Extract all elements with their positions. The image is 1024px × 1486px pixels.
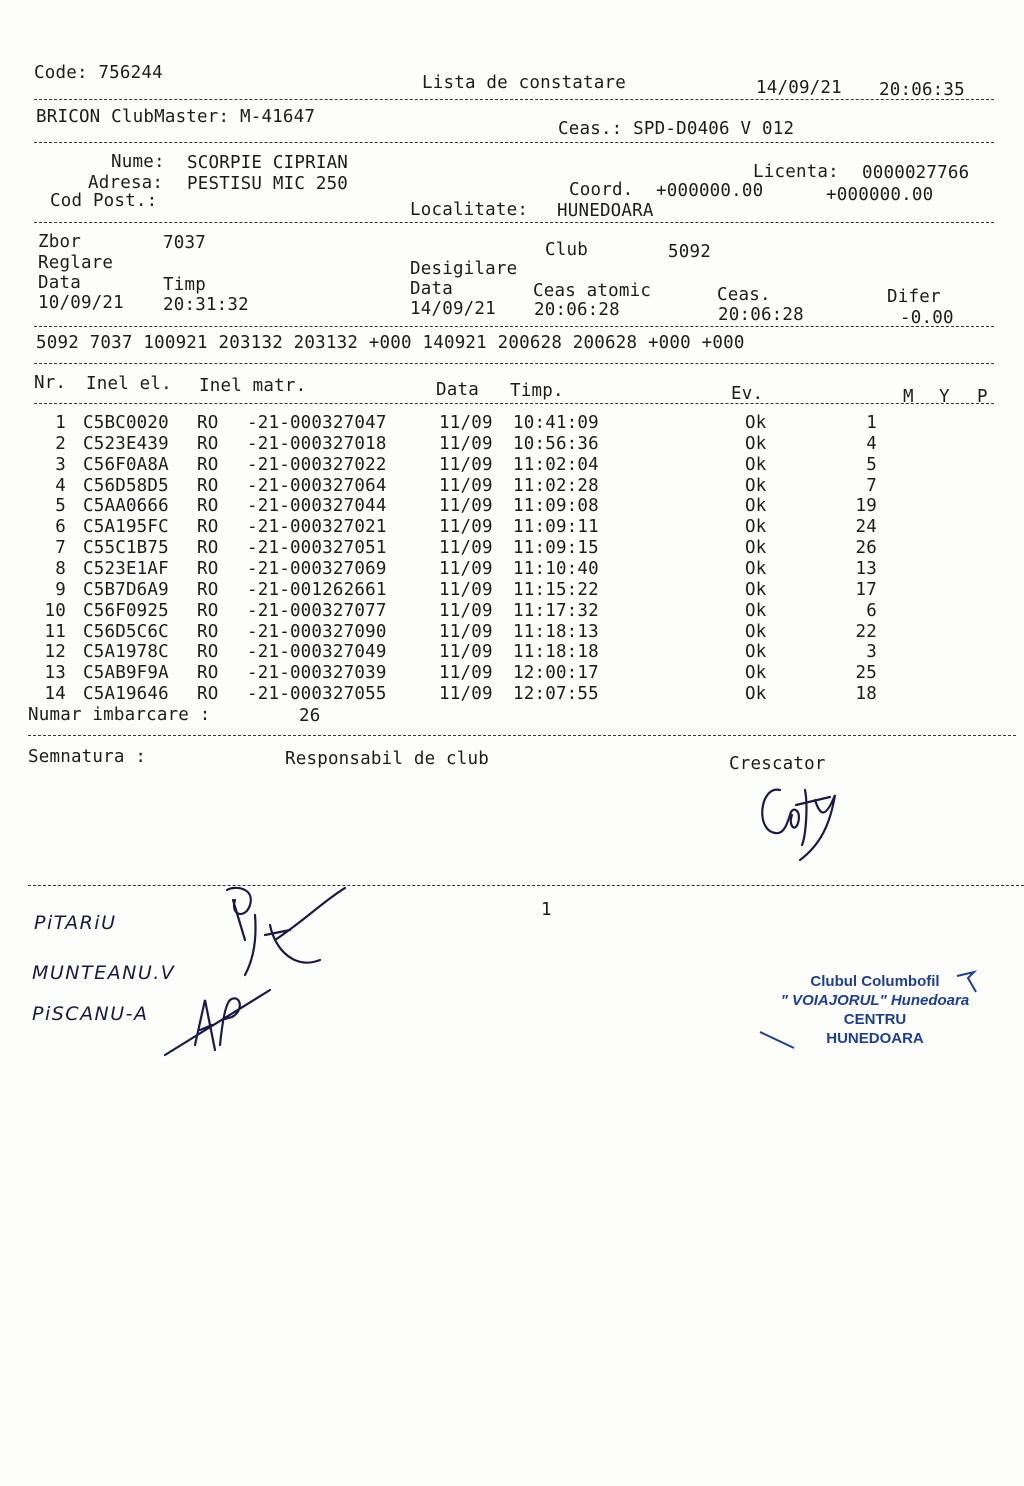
cell-cc: RO [197, 558, 219, 579]
cell-cc: RO [197, 413, 219, 433]
signature-label: Semnatura : [28, 747, 147, 767]
cell-ev: Ok [745, 538, 767, 559]
clock-id: Ceas.: SPD-D0406 V 012 [558, 119, 795, 139]
cell-el: C523E1AF [83, 558, 169, 579]
cell-matr: -21-000327047 [247, 413, 387, 433]
reglare-data-label: Data [38, 273, 81, 293]
clock-time: 20:06:28 [718, 305, 804, 325]
club-number: 5092 [668, 242, 711, 262]
licence-number: 0000027766 [862, 163, 970, 183]
document-title: Lista de constatare [422, 73, 626, 93]
cell-date: 11/09 [439, 475, 493, 496]
separator [28, 735, 1016, 736]
desigilare-data-label: Data [410, 279, 453, 299]
cell-date: 11/09 [439, 642, 493, 663]
cell-pos: 4 [866, 433, 877, 454]
cell-matr: -21-000327051 [247, 538, 387, 559]
table-row [0, 642, 1024, 663]
cell-time: 12:00:17 [513, 663, 599, 684]
cell-matr: -21-000327022 [247, 454, 387, 475]
cell-matr: -21-000327077 [247, 600, 387, 621]
cell-time: 10:41:09 [513, 413, 599, 433]
cell-pos: 19 [855, 496, 877, 517]
cell-pos: 17 [855, 579, 877, 600]
coord-x: +000000.00 [656, 181, 764, 201]
separator [34, 403, 994, 404]
address-label: Adresa: [88, 173, 164, 193]
cell-date: 11/09 [439, 558, 493, 579]
cell-cc: RO [197, 517, 219, 538]
col-y: Y [939, 387, 950, 407]
cell-nr: 4 [55, 475, 66, 496]
separator [34, 142, 994, 143]
stamp-line-3: CENTRU [843, 1011, 907, 1028]
atomic-clock-label: Ceas atomic [533, 281, 652, 301]
cell-el: C56F0925 [83, 600, 169, 621]
cell-el: C5A195FC [83, 517, 169, 538]
cell-time: 11:09:11 [513, 517, 599, 538]
coord-label: Coord. [569, 180, 634, 200]
clock-label: Ceas. [717, 285, 771, 305]
stamp-line-4: HUNEDOARA [826, 1030, 924, 1047]
cell-ev: Ok [745, 663, 767, 684]
separator [34, 326, 994, 327]
col-p: P [977, 387, 988, 407]
cell-date: 11/09 [439, 433, 493, 454]
embark-count: 26 [299, 706, 321, 726]
separator [34, 222, 994, 223]
fancier-address: PESTISU MIC 250 [187, 174, 349, 194]
cell-cc: RO [197, 538, 219, 559]
cell-cc: RO [197, 663, 219, 684]
cell-pos: 6 [866, 600, 877, 621]
cell-ev: Ok [745, 454, 767, 475]
separator [34, 99, 994, 100]
locality-label: Localitate: [410, 200, 529, 220]
cell-nr: 13 [44, 663, 66, 684]
cell-cc: RO [197, 579, 219, 600]
reglare-label: Reglare [38, 253, 114, 273]
table-row [0, 413, 1024, 434]
cell-el: C56F0A8A [83, 454, 169, 475]
cell-cc: RO [197, 475, 219, 496]
col-m: M [903, 387, 914, 407]
licence-label: Licenta: [753, 162, 839, 182]
cell-nr: 14 [44, 684, 66, 705]
cell-matr: -21-000327090 [247, 621, 387, 642]
table-row [0, 476, 1024, 497]
cell-cc: RO [197, 621, 219, 642]
embark-label: Numar imbarcare : [28, 705, 211, 725]
cell-time: 11:15:22 [513, 579, 599, 600]
cell-matr: -21-000327018 [247, 433, 387, 454]
atomic-time: 20:06:28 [534, 300, 620, 320]
cell-date: 11/09 [439, 413, 493, 433]
cell-cc: RO [197, 600, 219, 621]
cell-pos: 22 [855, 621, 877, 642]
cell-date: 11/09 [439, 496, 493, 517]
cell-date: 11/09 [439, 538, 493, 559]
cell-nr: 3 [55, 454, 66, 475]
pigeon-icon [952, 968, 982, 998]
breeder-signature [750, 775, 850, 865]
cell-el: C5A1978C [83, 642, 169, 663]
cell-el: C56D5C6C [83, 621, 169, 642]
col-data: Data [436, 380, 479, 400]
cell-ev: Ok [745, 558, 767, 579]
table-row [0, 601, 1024, 622]
table-row [0, 538, 1024, 559]
col-ev: Ev. [731, 384, 764, 404]
cell-time: 11:10:40 [513, 558, 599, 579]
cell-pos: 1 [866, 413, 877, 433]
table-row [0, 580, 1024, 601]
reglare-timp-label: Timp [163, 275, 206, 295]
cell-ev: Ok [745, 579, 767, 600]
handwritten-name-2: MUNTEANU.V [32, 962, 176, 984]
cell-time: 11:09:15 [513, 538, 599, 559]
cell-matr: -21-000327039 [247, 663, 387, 684]
page-number: 1 [541, 900, 552, 920]
cell-pos: 26 [855, 538, 877, 559]
col-inel-matr: Inel matr. [199, 376, 307, 396]
cell-ev: Ok [745, 600, 767, 621]
cell-el: C5B7D6A9 [83, 579, 169, 600]
breeder-label: Crescator [729, 754, 826, 774]
cell-pos: 18 [855, 684, 877, 705]
cell-nr: 8 [55, 558, 66, 579]
cell-el: C5A19646 [83, 684, 169, 705]
fancier-name: SCORPIE CIPRIAN [187, 153, 349, 173]
desigilare-date: 14/09/21 [410, 299, 496, 319]
cell-time: 11:18:18 [513, 642, 599, 663]
cell-nr: 7 [55, 538, 66, 559]
club-label: Club [545, 240, 588, 260]
locality: HUNEDOARA [557, 201, 654, 221]
cell-cc: RO [197, 642, 219, 663]
cell-el: C56D58D5 [83, 475, 169, 496]
postcode-label: Cod Post.: [50, 191, 158, 211]
col-timp: Timp. [510, 381, 564, 401]
zbor-number: 7037 [163, 233, 206, 253]
diff-value: -0.00 [900, 308, 954, 328]
cell-matr: -21-000327055 [247, 684, 387, 705]
stamp-mark [758, 1028, 798, 1053]
cell-date: 11/09 [439, 517, 493, 538]
table-row [0, 517, 1024, 538]
cell-pos: 25 [855, 663, 877, 684]
table-row [0, 622, 1024, 643]
coord-y: +000000.00 [826, 185, 934, 205]
table-row [0, 496, 1024, 517]
diff-label: Difer [887, 287, 941, 307]
table-row [0, 663, 1024, 684]
separator [28, 885, 1024, 886]
cell-time: 11:02:28 [513, 475, 599, 496]
cell-cc: RO [197, 684, 219, 705]
cell-ev: Ok [745, 517, 767, 538]
cell-matr: -21-000327021 [247, 517, 387, 538]
cell-cc: RO [197, 433, 219, 454]
cell-pos: 7 [866, 475, 877, 496]
stamp-line-2: " VOIAJORUL" Hunedoara [780, 992, 970, 1009]
cell-nr: 12 [44, 642, 66, 663]
stamp-line-1: Clubul Columbofil [810, 973, 940, 990]
cell-ev: Ok [745, 684, 767, 705]
signature-2 [160, 985, 290, 1060]
desigilare-label: Desigilare [410, 259, 518, 279]
table-row [0, 455, 1024, 476]
cell-time: 11:17:32 [513, 600, 599, 621]
reglare-date: 10/09/21 [38, 293, 124, 313]
col-inel-el: Inel el. [86, 374, 172, 394]
cell-nr: 9 [55, 579, 66, 600]
name-label: Nume: [111, 152, 165, 172]
cell-nr: 2 [55, 433, 66, 454]
cell-ev: Ok [745, 433, 767, 454]
cell-el: C5AA0666 [83, 496, 169, 517]
print-time: 20:06:35 [879, 80, 965, 100]
cell-nr: 1 [55, 413, 66, 433]
cell-date: 11/09 [439, 621, 493, 642]
cell-nr: 11 [44, 621, 66, 642]
cell-nr: 5 [55, 496, 66, 517]
cell-pos: 24 [855, 517, 877, 538]
table-row [0, 434, 1024, 455]
cell-matr: -21-001262661 [247, 579, 387, 600]
cell-time: 10:56:36 [513, 433, 599, 454]
summary-line: 5092 7037 100921 203132 203132 +000 140921 200628 200628 +000 +000 [36, 333, 745, 353]
cell-cc: RO [197, 454, 219, 475]
cell-matr: -21-000327069 [247, 558, 387, 579]
cell-time: 11:09:08 [513, 496, 599, 517]
print-date: 14/09/21 [756, 78, 842, 98]
cell-cc: RO [197, 496, 219, 517]
cell-ev: Ok [745, 475, 767, 496]
table-row [0, 559, 1024, 580]
cell-pos: 5 [866, 454, 877, 475]
cell-el: C55C1B75 [83, 538, 169, 559]
handwritten-name-1: PiTARiU [34, 912, 117, 934]
document-code: Code: 756244 [34, 63, 163, 83]
clubmaster-id: BRICON ClubMaster: M-41647 [36, 107, 316, 127]
cell-time: 11:02:04 [513, 454, 599, 475]
cell-ev: Ok [745, 621, 767, 642]
cell-date: 11/09 [439, 684, 493, 705]
cell-pos: 3 [866, 642, 877, 663]
col-nr: Nr. [34, 373, 67, 393]
cell-el: C5BC0020 [83, 413, 169, 433]
cell-matr: -21-000327049 [247, 642, 387, 663]
cell-time: 11:18:13 [513, 621, 599, 642]
reglare-time: 20:31:32 [163, 295, 249, 315]
cell-ev: Ok [745, 642, 767, 663]
cell-date: 11/09 [439, 454, 493, 475]
cell-date: 11/09 [439, 663, 493, 684]
cell-el: C523E439 [83, 433, 169, 454]
separator [34, 363, 994, 364]
cell-date: 11/09 [439, 600, 493, 621]
signature-1 [215, 880, 355, 990]
cell-nr: 10 [44, 600, 66, 621]
cell-ev: Ok [745, 496, 767, 517]
cell-pos: 13 [855, 558, 877, 579]
cell-nr: 6 [55, 517, 66, 538]
cell-matr: -21-000327044 [247, 496, 387, 517]
cell-el: C5AB9F9A [83, 663, 169, 684]
cell-matr: -21-000327064 [247, 475, 387, 496]
zbor-label: Zbor [38, 232, 81, 252]
cell-time: 12:07:55 [513, 684, 599, 705]
table-row [0, 684, 1024, 705]
handwritten-name-3: PiSCANU-A [32, 1003, 149, 1025]
cell-date: 11/09 [439, 579, 493, 600]
cell-ev: Ok [745, 413, 767, 433]
club-responsible-label: Responsabil de club [285, 749, 489, 769]
